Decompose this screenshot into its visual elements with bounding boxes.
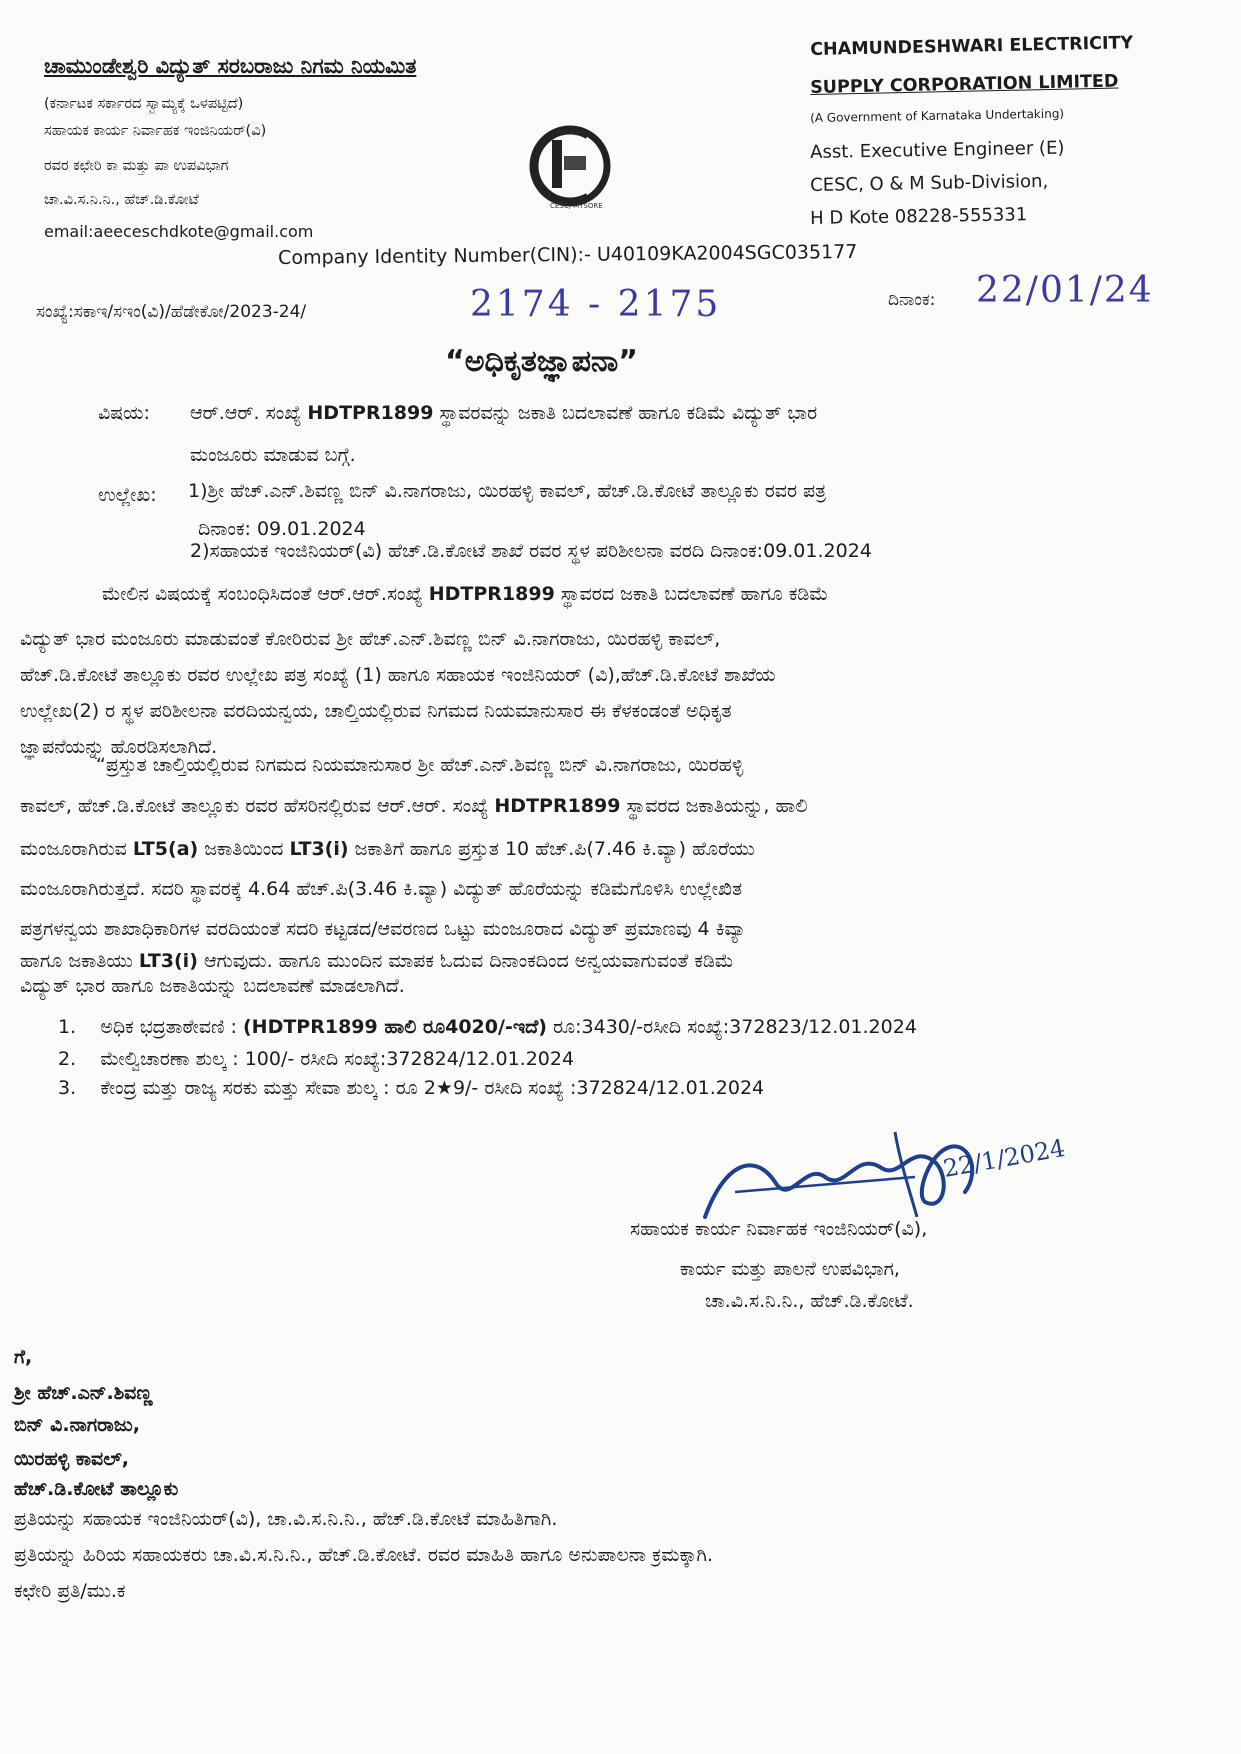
date-label: ದಿನಾಂಕ:	[888, 290, 936, 310]
signature-date: 22/1/2024	[941, 1133, 1068, 1183]
para2-rr-number: HDTPR1899	[494, 795, 621, 817]
charge-item-2	[58, 1048, 574, 1070]
office-place-kannada: ಚಾ.ವಿ.ಸ.ನಿ.ನಿ., ಹೆಚ್.ಡಿ.ಕೋಟೆ	[44, 192, 199, 208]
para2-text-b: ಸ್ಥಾವರದ ಜಕಾತಿಯನ್ನು, ಹಾಲಿ	[626, 795, 808, 817]
office-email: email:aeeceschdkote@gmail.com	[44, 222, 314, 241]
subject-line-1	[190, 402, 817, 424]
subject-line-2: ಮಂಜೂರು ಮಾಡುವ ಬಗ್ಗೆ.	[190, 444, 356, 466]
para2-text-e: ಜಕಾತಿಗೆ ಹಾಗೂ ಪ್ರಸ್ತುತ 10 ಹೆಚ್.ಪಿ(7.46 ಕಿ.ವ್ಯಾ) ಹೊರೆಯು	[354, 838, 755, 860]
charge-number: 3.	[58, 1077, 77, 1099]
reference-number-handwritten: 2174 - 2175	[470, 284, 722, 325]
para2-text-d: ಜಕಾತಿಯಿಂದ	[204, 838, 284, 860]
charge-label: ಕೇಂದ್ರ ಮತ್ತು ರಾಜ್ಯ ಸರಕು ಮತ್ತು ಸೇವಾ ಶುಲ್ಕ : ರೂ 2★9/- ರಸೀದಿ ಸಂಖ್ಯೆ :372824/12.01.2024	[100, 1077, 765, 1099]
para2-text-c: ಮಂಜೂರಾಗಿರುವ	[20, 838, 127, 860]
para2-line-7: ವಿದ್ಯುತ್ ಭಾರ ಹಾಗೂ ಜಕಾತಿಯನ್ನು ಬದಲಾವಣೆ ಮಾಡಲಾಗಿದೆ.	[20, 975, 405, 997]
date-value-handwritten: 22/01/24	[976, 270, 1154, 311]
para1-line-5: ಜ್ಞಾಪನೆಯನ್ನು ಹೊರಡಿಸಲಾಗಿದೆ.	[20, 736, 218, 758]
reference-1-line-2: ದಿನಾಂಕ: 09.01.2024	[198, 518, 366, 540]
para1-line-1	[102, 583, 828, 605]
para2-line-6	[20, 950, 734, 972]
references-label: ಉಲ್ಲೇಖ:	[98, 484, 157, 506]
para1-line-3: ಹೆಚ್.ಡಿ.ಕೋಟೆ ತಾಲ್ಲೂಕು ರವರ ಉಲ್ಲೇಖ ಪತ್ರ ಸಂಖ್ಯೆ (1) ಹಾಗೂ ಸಹಾಯಕ ಇಂಜಿನಿಯರ್ (ವಿ),ಹೆಚ್.ಡಿ.ಕೋಟೆ ಶಾಖೆಯ	[20, 664, 776, 686]
subject-rr-number: HDTPR1899	[307, 402, 434, 424]
recipient-name: ಶ್ರೀ ಹೆಚ್.ಎನ್.ಶಿವಣ್ಣ	[14, 1382, 153, 1404]
charge-number: 1.	[58, 1016, 77, 1038]
handwritten-signature	[695, 1122, 1075, 1232]
tariff-final: LT3(i)	[138, 950, 198, 972]
recipient-taluk: ಹೆಚ್.ಡಿ.ಕೋಟೆ ತಾಲ್ಲೂಕು	[14, 1478, 179, 1500]
office-subdivision-kannada: ರವರ ಕಛೇರಿ ಕಾ ಮತ್ತು ಪಾ ಉಪವಿಭಾಗ	[44, 158, 229, 174]
recipient-village: ಯಿರಹಳ್ಳಿ ಕಾವಲ್,	[14, 1448, 129, 1470]
org-subtitle-kannada: (ಕರ್ನಾಟಕ ಸರ್ಕಾರದ ಸ್ವಾಮ್ಯಕ್ಕೆ ಒಳಪಟ್ಟಿದೆ)	[44, 96, 244, 112]
org-name-english-line2: SUPPLY CORPORATION LIMITED	[810, 71, 1119, 98]
org-name-kannada: ಚಾಮುಂಡೇಶ್ವರಿ ವಿದ್ಯುತ್ ಸರಬರಾಜು ನಿಗಮ ನಿಯಮಿತ	[44, 54, 417, 78]
charge-existing: (HDTPR1899 ಹಾಲಿ ರೂ4020/-ಇದೆ)	[242, 1016, 547, 1038]
tariff-old: LT5(a)	[132, 838, 199, 860]
reference-1-line-1: 1)ಶ್ರೀ ಹೆಚ್.ಎನ್.ಶಿವಣ್ಣ ಬಿನ್ ವಿ.ನಾಗರಾಜು, ಯಿರಹಳ್ಳಿ ಕಾವಲ್, ಹೆಚ್.ಡಿ.ಕೋಟೆ ತಾಲ್ಲೂಕು ರವರ ಪತ್ರ	[188, 480, 827, 502]
para1-line-4: ಉಲ್ಲೇಖ(2) ರ ಸ್ಥಳ ಪರಿಶೀಲನಾ ವರದಿಯನ್ವಯ, ಚಾಲ್ತಿಯಲ್ಲಿರುವ ನಿಗಮದ ನಿಯಮಾನುಸಾರ ಈ ಕೆಳಕಂಡಂತೆ ಅಧಿಕೃತ	[20, 700, 732, 722]
tariff-new: LT3(i)	[289, 838, 349, 860]
org-name-english-line1: CHAMUNDESHWARI ELECTRICITY	[810, 33, 1134, 60]
office-copy: ಕಛೇರಿ ಪ್ರತಿ/ಮು.ಕ	[14, 1580, 126, 1602]
company-cin: Company Identity Number(CIN):- U40109KA2004SGC035177	[278, 240, 858, 269]
para1-text-b: ಸ್ಥಾವರದ ಜಕಾತಿ ಬದಲಾವಣೆ ಹಾಗೂ ಕಡಿಮೆ	[560, 583, 829, 605]
office-subdivision-english: CESC, O & M Sub-Division,	[810, 170, 1049, 196]
para2-line-5: ಪತ್ರಗಳನ್ವಯ ಶಾಖಾಧಿಕಾರಿಗಳ ವರದಿಯಂತೆ ಸದರಿ ಕಟ್ಟಡದ/ಆವರಣದ ಒಟ್ಟು ಮಂಜೂರಾದ ವಿದ್ಯುತ್ ಪ್ರಮಾಣವು 4 ಕಿವ್ಯಾ	[20, 918, 746, 940]
office-address-english: H D Kote 08228-555331	[810, 204, 1028, 229]
logo-caption: CESC, MYSORE	[550, 202, 603, 210]
org-subtitle-english: (A Government of Karnataka Undertaking)	[810, 106, 1065, 125]
signatory-division: ಕಾರ್ಯ ಮತ್ತು ಪಾಲನೆ ಉಪವಿಭಾಗ,	[680, 1258, 900, 1280]
charge-amount: ರೂ:3430/-ರಸೀದಿ ಸಂಖ್ಯೆ:372823/12.01.2024	[552, 1016, 917, 1038]
charge-item-1	[58, 1016, 917, 1038]
subject-text-b: ಸ್ಥಾವರವನ್ನು ಜಕಾತಿ ಬದಲಾವಣೆ ಹಾಗೂ ಕಡಿಮೆ ವಿದ್ಯುತ್ ಭಾರ	[439, 402, 818, 424]
para2-text-a: ಕಾವಲ್, ಹೆಚ್.ಡಿ.ಕೋಟೆ ತಾಲ್ಲೂಕು ರವರ ಹೆಸರಿನಲ್ಲಿರುವ ಆರ್.ಆರ್. ಸಂಖ್ಯೆ	[20, 795, 489, 817]
charge-label: ಅಧಿಕ ಭದ್ರತಾಠೇವಣಿ :	[100, 1016, 237, 1038]
logo-top-text: ಚಾವಿಸನಿನಿ	[556, 128, 580, 136]
reference-2: 2)ಸಹಾಯಕ ಇಂಜಿನಿಯರ್(ವಿ) ಹೆಚ್.ಡಿ.ಕೋಟೆ ಶಾಖೆ ರವರ ಸ್ಥಳ ಪರಿಶೀಲನಾ ವರದಿ ದಿನಾಂಕ:09.01.2024	[190, 540, 872, 562]
subject-text-a: ಆರ್.ಆರ್. ಸಂಖ್ಯೆ	[190, 402, 302, 424]
copy-to-1: ಪ್ರತಿಯನ್ನು ಸಹಾಯಕ ಇಂಜಿನಿಯರ್(ವಿ), ಚಾ.ವಿ.ಸ.ನಿ.ನಿ., ಹೆಚ್.ಡಿ.ಕೋಟೆ ಮಾಹಿತಿಗಾಗಿ.	[14, 1508, 558, 1530]
copy-to-2: ಪ್ರತಿಯನ್ನು ಹಿರಿಯ ಸಹಾಯಕರು ಚಾ.ವಿ.ಸ.ನಿ.ನಿ., ಹೆಚ್.ಡಿ.ಕೋಟೆ. ರವರ ಮಾಹಿತಿ ಹಾಗೂ ಅನುಪಾಲನಾ ಕ್ರಮಕ್ಕಾಗಿ.	[14, 1544, 713, 1566]
signatory-office: ಚಾ.ವಿ.ಸ.ನಿ.ನಿ., ಹೆಚ್.ಡಿ.ಕೋಟೆ.	[705, 1290, 914, 1312]
recipient-to: ಗೆ,	[14, 1346, 33, 1368]
para1-rr-number: HDTPR1899	[428, 583, 555, 605]
recipient-father: ಬಿನ್ ವಿ.ನಾಗರಾಜು,	[14, 1414, 140, 1436]
para2-line-1: “ಪ್ರಸ್ತುತ ಚಾಲ್ತಿಯಲ್ಲಿರುವ ನಿಗಮದ ನಿಯಮಾನುಸಾರ ಶ್ರೀ ಹೆಚ್.ಎನ್.ಶಿವಣ್ಣ ಬಿನ್ ವಿ.ನಾಗರಾಜು, ಯಿರಹಳ್ಳಿ	[96, 754, 744, 776]
document-heading: “ಅಧಿಕೃತಜ್ಞಾಪನಾ”	[445, 344, 638, 379]
signatory-designation: ಸಹಾಯಕ ಕಾರ್ಯ ನಿರ್ವಾಹಕ ಇಂಜಿನಿಯರ್(ವಿ),	[630, 1218, 928, 1240]
para2-text-g: ಆಗುವುದು. ಹಾಗೂ ಮುಂದಿನ ಮಾಪಕ ಓದುವ ದಿನಾಂಕದಿಂದ ಅನ್ವಯವಾಗುವಂತೆ ಕಡಿಮೆ	[203, 950, 734, 972]
charge-number: 2.	[58, 1048, 77, 1070]
reference-prefix: ಸಂಖ್ಯೆ:ಸಕಾಇ/ಸಇಂ(ವಿ)/ಹೆಡೇಕೋ/2023-24/	[36, 302, 307, 322]
cesc-logo-icon	[522, 122, 622, 212]
charge-item-3	[58, 1077, 764, 1099]
para2-text-f: ಹಾಗೂ ಜಕಾತಿಯು	[20, 950, 133, 972]
para1-line-2: ವಿದ್ಯುತ್ ಭಾರ ಮಂಜೂರು ಮಾಡುವಂತೆ ಕೋರಿರುವ ಶ್ರೀ ಹೆಚ್.ಎನ್.ಶಿವಣ್ಣ ಬಿನ್ ವಿ.ನಾಗರಾಜು, ಯಿರಹಳ್ಳಿ ಕಾವಲ್,	[20, 628, 721, 650]
para1-text-a: ಮೇಲಿನ ವಿಷಯಕ್ಕೆ ಸಂಬಂಧಿಸಿದಂತೆ ಆರ್.ಆರ್.ಸಂಖ್ಯೆ	[102, 583, 423, 605]
office-title-kannada: ಸಹಾಯಕ ಕಾರ್ಯ ನಿರ್ವಾಹಕ ಇಂಜಿನಿಯರ್(ವಿ)	[44, 123, 267, 139]
charge-label: ಮೇಲ್ವಿಚಾರಣಾ ಶುಲ್ಕ : 100/- ರಸೀದಿ ಸಂಖ್ಯೆ:372824/12.01.2024	[100, 1048, 575, 1070]
para2-line-4: ಮಂಜೂರಾಗಿರುತ್ತದೆ. ಸದರಿ ಸ್ಥಾವರಕ್ಕೆ 4.64 ಹೆಚ್.ಪಿ(3.46 ಕಿ.ವ್ಯಾ) ವಿದ್ಯುತ್ ಹೊರೆಯನ್ನು ಕಡಿಮೆಗೊಳಿಸಿ ಉಲ್ಲೇಖಿತ	[20, 878, 743, 900]
subject-label: ವಿಷಯ:	[98, 402, 150, 424]
para2-line-3	[20, 838, 755, 860]
para2-line-2	[20, 795, 807, 817]
office-title-english: Asst. Executive Engineer (E)	[810, 137, 1065, 163]
